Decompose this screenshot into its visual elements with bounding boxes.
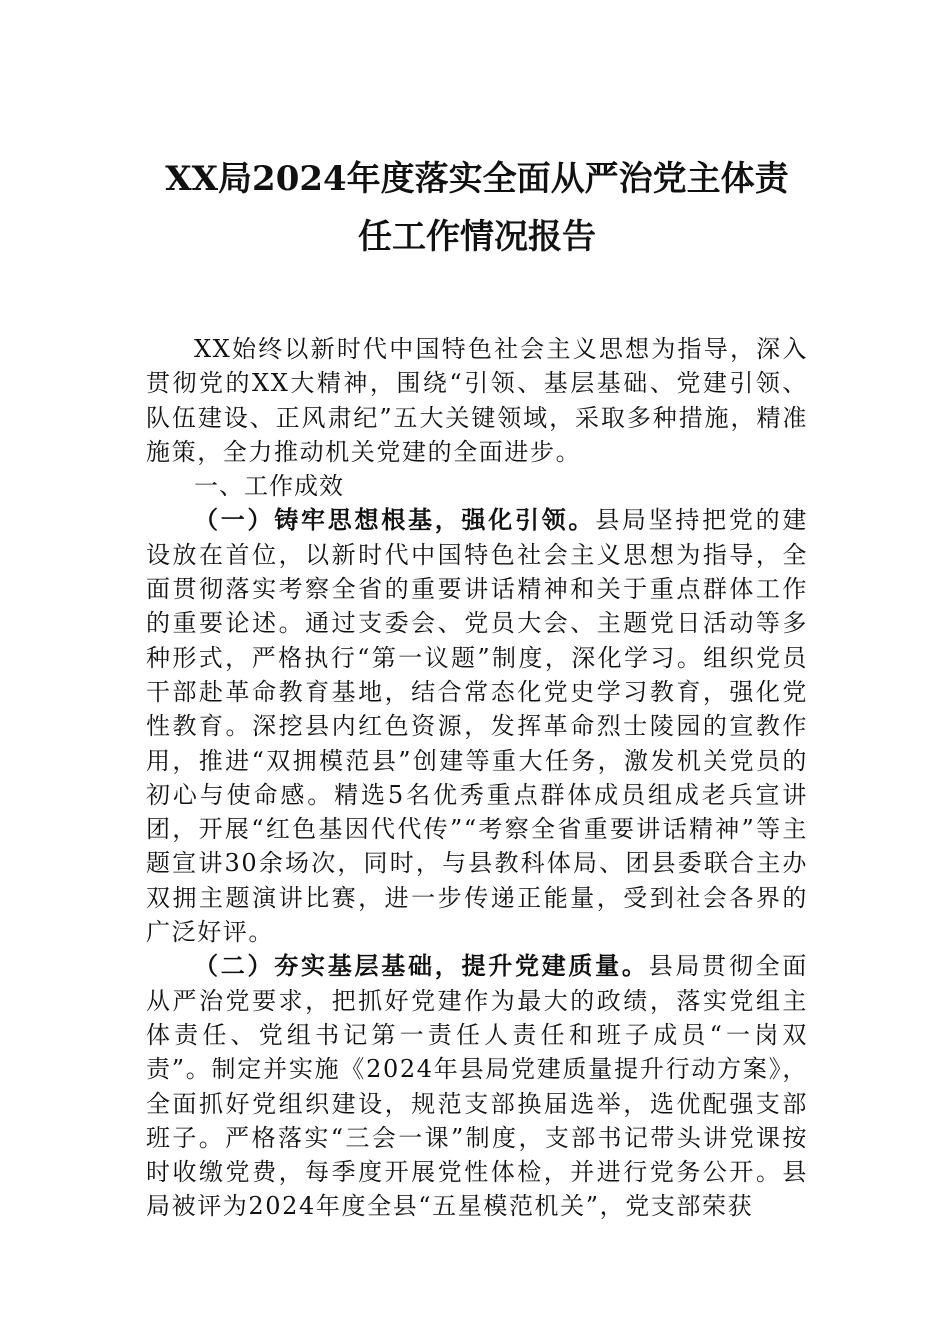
subsection-1-paragraph (146, 503, 808, 949)
title-line-1: XX局2024年度落实全面从严治党主体责 (165, 159, 789, 199)
title-line-2: 任工作情况报告 (358, 217, 596, 257)
subsection-2-text: 县局贯彻全面从严治党要求，把抓好党建作为最大的政绩，落实党组主体责任、党组书记第一责任人责任和班子成员“一岗双责”。制定并实施《2024年县局党建质量提升行动方案》，全面抓好党组织建设，规范支部换届选举，选优配强支部班子。严格落实“三会一课”制度，支部书记带头讲党课按时收缴党费，每季度开展党性体检，并进行党务公开。县局被评为2024年度全县“五星模范机关”，党支部荣获 (146, 952, 808, 1221)
intro-paragraph: XX始终以新时代中国特色社会主义思想为指导，深入贯彻党的XX大精神，围绕“引领、基层基础、党建引领、队伍建设、正风肃纪”五大关键领域，采取多种措施，精准施策，全力推动机关党建的全面进步。 (146, 335, 808, 466)
document-page (146, 150, 808, 1224)
document-title (146, 150, 808, 266)
document-body (146, 332, 808, 1224)
subsection-1-text: 县局坚持把党的建设放在首位，以新时代中国特色社会主义思想为指导，全面贯彻落实考察全省的重要讲话精神和关于重点群体工作的重要论述。通过支委会、党员大会、主题党日活动等多种形式，严格执行“第一议题”制度，深化学习。组织党员干部赴革命教育基地，结合常态化党史学习教育，强化党性教育。深挖县内红色资源，发挥革命烈士陵园的宣教作用，推进“双拥模范县”创建等重大任务，激发机关党员的初心与使命感。精选5名优秀重点群体成员组成老兵宣讲团，开展“红色基因代代传”“考察全省重要讲话精神”等主题宣讲30余场次，同时，与县教科体局、团县委联合主办双拥主题演讲比赛，进一步传递正能量，受到社会各界的广泛好评。 (146, 506, 809, 947)
subsection-2-lead: （二）夯实基层基础，提升党建质量。 (194, 951, 649, 981)
section-heading-achievements: 一、工作成效 (194, 472, 344, 501)
subsection-1-lead: （一）铸牢思想根基，强化引领。 (194, 505, 596, 535)
subsection-2-paragraph (146, 949, 808, 1223)
